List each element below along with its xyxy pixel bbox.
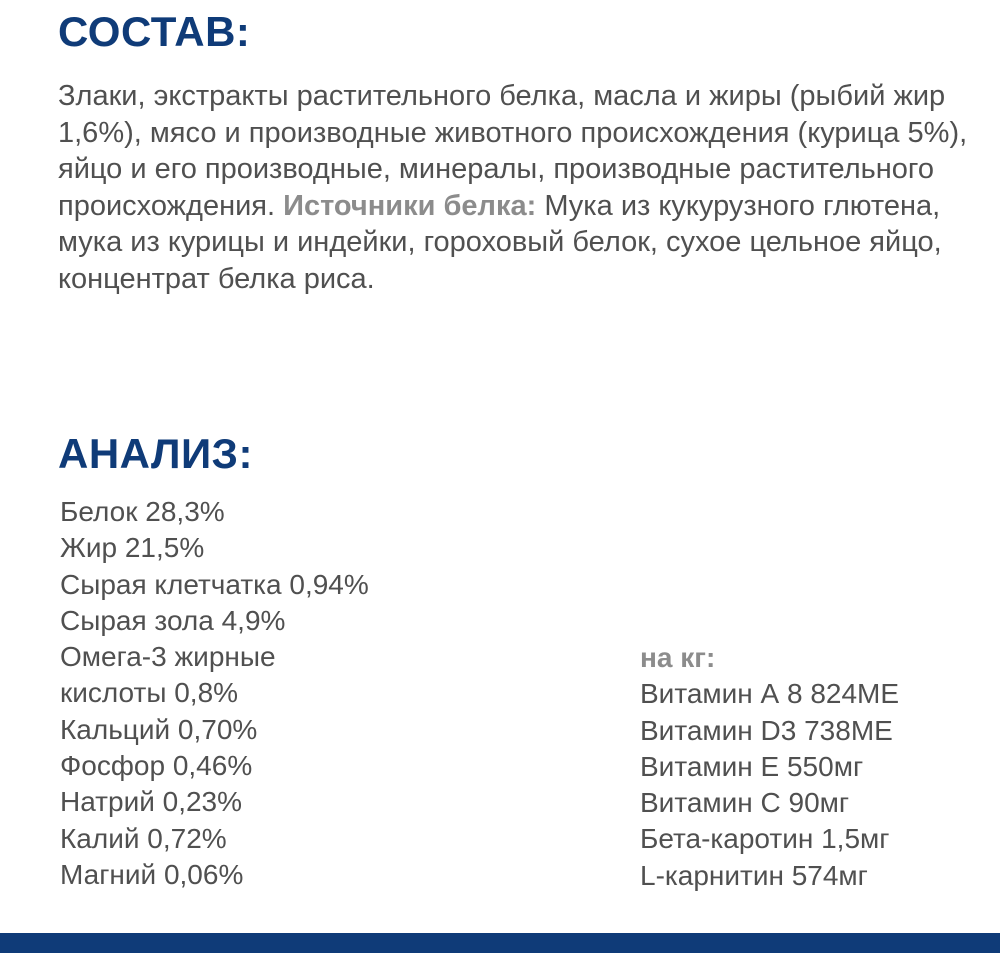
composition-heading: СОСТАВ:	[58, 8, 251, 55]
analysis-item-sodium: Натрий 0,23%	[60, 786, 243, 818]
analysis-list	[60, 494, 369, 893]
analysis-item-crude-ash: Сырая зола 4,9%	[60, 604, 286, 636]
composition-paragraph	[58, 78, 978, 297]
analysis-item-omega3-line1: Омега-3 жирные	[60, 641, 276, 673]
analysis-item-omega3-line2: кислоты 0,8%	[60, 677, 239, 709]
protein-sources-label: Источники белка:	[283, 189, 537, 222]
per-kg-label: на кг:	[640, 642, 716, 673]
vitamin-d3: Витамин D3 738МЕ	[640, 714, 893, 746]
l-carnitine: L-карнитин 574мг	[640, 859, 868, 891]
protein-sources-text: Мука из кукурузного глютена, мука из курицы и индейки, гороховый белок, сухое цельное яйцо, концентрат белка риса.	[58, 189, 942, 295]
analysis-item-potassium: Калий 0,72%	[60, 822, 227, 854]
beta-carotene: Бета-каротин 1,5мг	[640, 823, 890, 855]
composition-text: Злаки, экстракты растительного белка, масла и жиры (рыбий жир 1,6%), мясо и производные животного происхождения (курица 5%), яйцо и его производные, минералы, производные растительного происхождения.	[58, 80, 968, 222]
vitamins-block	[640, 640, 899, 894]
analysis-item-protein: Белок 28,3%	[60, 496, 225, 527]
analysis-item-fat: Жир 21,5%	[60, 532, 205, 564]
vitamin-c: Витамин С 90мг	[640, 787, 850, 819]
analysis-item-phosphorus: Фосфор 0,46%	[60, 750, 253, 782]
analysis-item-magnesium: Магний 0,06%	[60, 858, 244, 890]
vitamins-list	[640, 676, 899, 894]
bottom-bar	[0, 933, 1000, 953]
vitamin-e: Витамин Е 550мг	[640, 750, 864, 782]
analysis-item-crude-fiber: Сырая клетчатка 0,94%	[60, 568, 369, 600]
analysis-item-calcium: Кальций 0,70%	[60, 713, 258, 745]
vitamin-a: Витамин А 8 824МЕ	[640, 678, 900, 710]
analysis-heading: АНАЛИЗ:	[58, 430, 253, 477]
